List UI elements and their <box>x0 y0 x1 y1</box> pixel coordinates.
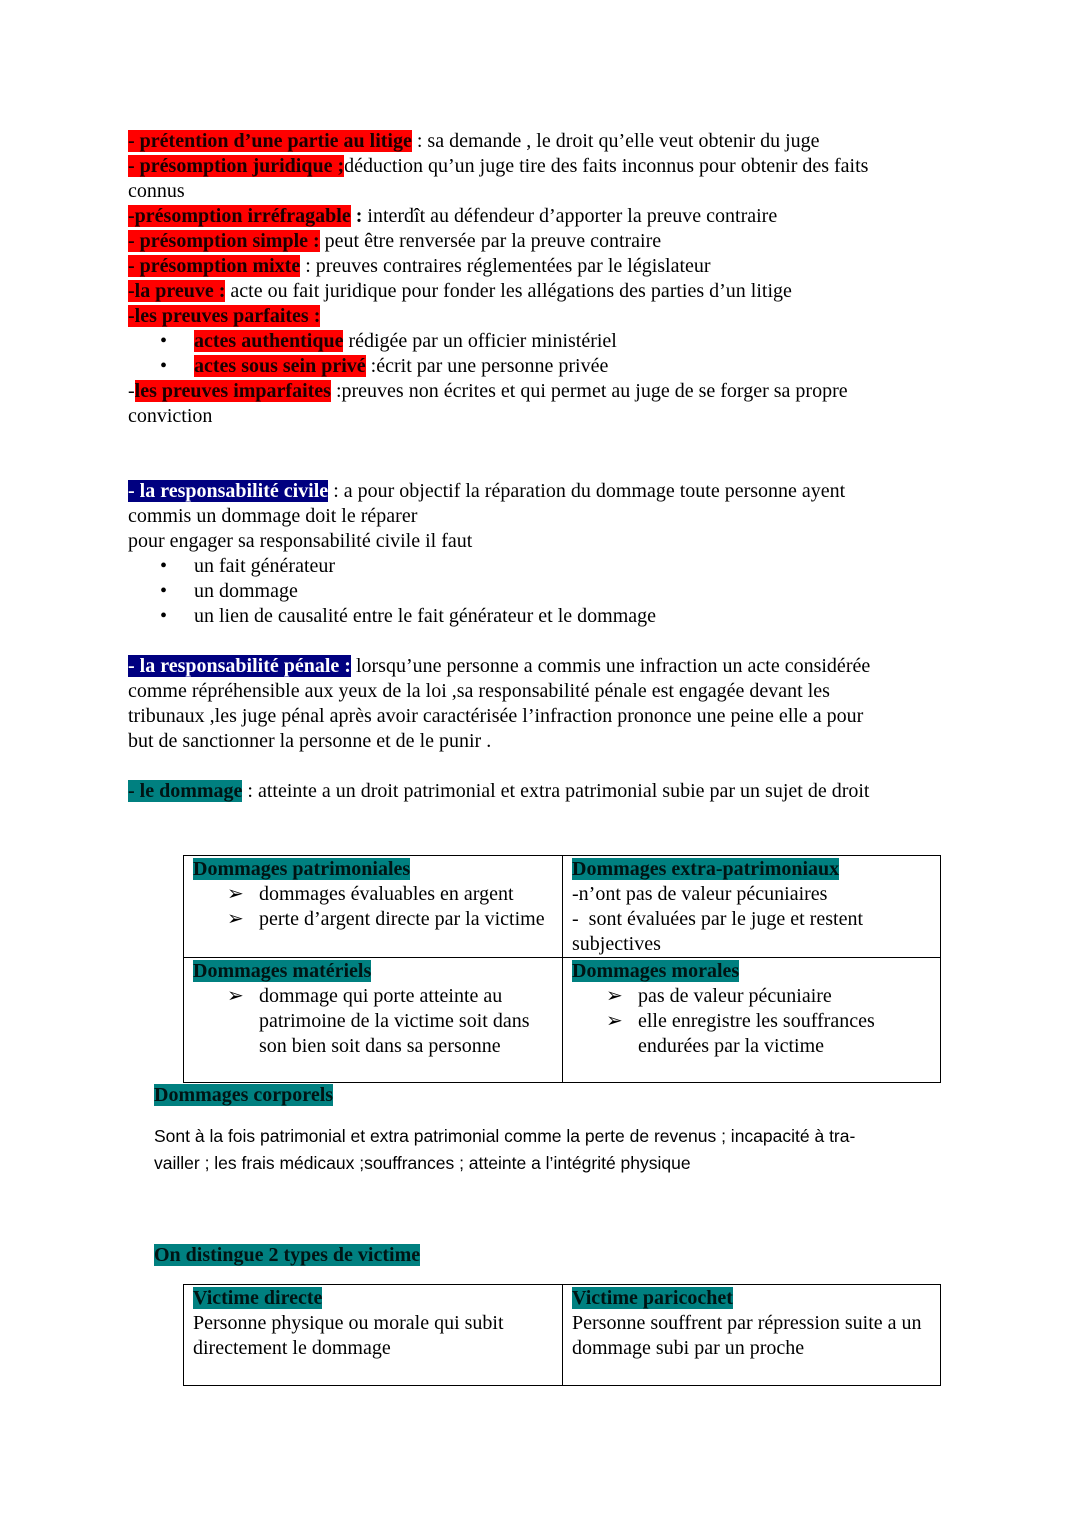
term-highlight: -présomption irréfragable <box>128 205 351 227</box>
cell-material <box>184 958 563 1083</box>
term-highlight: - présomption mixte <box>128 255 301 277</box>
cell-title: Dommages morales <box>572 960 740 982</box>
definition-pretention: - prétention d’une partie au litige : sa demande , le droit qu’elle veut obtenir du juge <box>128 130 820 152</box>
list-item-condition: • un dommage <box>160 580 298 602</box>
bullet-icon: • <box>160 580 168 602</box>
bullet-icon: • <box>160 555 168 577</box>
civil-liability-line: pour engager sa responsabilité civile il faut <box>128 530 473 552</box>
victim-types-table <box>183 1284 941 1386</box>
arrow-bullet-icon: ➢ <box>227 908 244 930</box>
list-item: ➢ dommages évaluables en argent <box>227 883 514 905</box>
penal-liability-line: comme répréhensible aux yeux de la loi ,sa responsabilité pénale est engagée devant les <box>128 680 830 702</box>
bodily-damage-text: vailler ; les frais médicaux ;souffrances ; atteinte a l’intégrité physique <box>154 1153 691 1173</box>
term-highlight: - la responsabilité pénale : <box>128 655 351 677</box>
term-highlight: actes authentique <box>194 330 344 352</box>
cell-title: Dommages matériels <box>193 960 372 982</box>
arrow-bullet-icon: ➢ <box>606 1010 623 1032</box>
victims-heading <box>154 1243 420 1268</box>
list-item: ➢ perte d’argent directe par la victime <box>227 908 545 930</box>
list-item-condition: • un fait générateur <box>160 555 336 577</box>
term-highlight: -les preuves parfaites : <box>128 305 321 327</box>
term-highlight: - prétention d’une partie au litige <box>128 130 412 152</box>
cell-direct-victim: Victime directe Personne physique ou morale qui subit directement le dommage <box>184 1285 563 1386</box>
cell-patrimonial <box>184 856 563 958</box>
term-highlight: - présomption juridique ; <box>128 155 345 177</box>
term-highlight: - présomption simple : <box>128 230 320 252</box>
damage-types-table <box>183 855 941 1083</box>
arrow-bullet-icon: ➢ <box>227 883 244 905</box>
cell-ricochet-victim: Victime paricochet Personne souffrent par répression suite a un dommage subi par un proche <box>563 1285 941 1386</box>
term-highlight: actes sous sein privé <box>194 355 366 377</box>
cell-extra-patrimonial: Dommages extra-patrimoniaux -n’ont pas de valeur pécuniaires - sont évaluées par le juge et restent subjectives <box>563 856 941 958</box>
list-item-actes-authentique: • actes authentique rédigée par un officier ministériel <box>160 330 617 352</box>
damage-definition: - le dommage : atteinte a un droit patrimonial et extra patrimonial subie par un sujet de droit <box>128 780 870 802</box>
definition-presomption-juridique: - présomption juridique ;déduction qu’un juge tire des faits inconnus pour obtenir des faits <box>128 155 869 177</box>
arrow-bullet-icon: ➢ <box>227 985 244 1007</box>
term-highlight: les preuves imparfaites <box>134 380 331 402</box>
definition-preuve: -la preuve : acte ou fait juridique pour fonder les allégations des parties d’un litige <box>128 280 792 302</box>
list-item: ➢ elle enregistre les souffrances endurées par la victime <box>606 1010 875 1057</box>
definition-preuves-parfaites <box>128 304 320 329</box>
bullet-icon: • <box>160 605 168 627</box>
definition-presomption-irrefragable: -présomption irréfragable : interdît au défendeur d’apporter la preuve contraire <box>128 205 778 227</box>
civil-liability-line: commis un dommage doit le réparer <box>128 505 418 527</box>
definition-preuves-imparfaites: -les preuves imparfaites :preuves non écrites et qui permet au juge de se forger sa propre <box>128 380 848 402</box>
penal-liability-line: tribunaux ,les juge pénal après avoir caractérisée l’infraction prononce une peine elle a pour <box>128 705 864 727</box>
list-item-actes-sous-seing-prive: • actes sous sein privé :écrit par une personne privée <box>160 355 609 377</box>
list-item: ➢ pas de valeur pécuniaire <box>606 985 832 1007</box>
cell-title: Dommages patrimoniales <box>193 858 411 880</box>
civil-liability-definition: - la responsabilité civile : a pour objectif la réparation du dommage toute personne ayent <box>128 480 846 502</box>
penal-liability-definition: - la responsabilité pénale : lorsqu’une personne a commis une infraction un acte considérée <box>128 655 871 677</box>
cell-title: Victime directe <box>193 1287 323 1309</box>
cell-title: Dommages extra-patrimoniaux <box>572 858 840 880</box>
bodily-damage-text: Sont à la fois patrimonial et extra patrimonial comme la perte de revenus ; incapacité à tra- <box>154 1126 856 1146</box>
cell-title: Victime paricochet <box>572 1287 733 1309</box>
term-highlight: Dommages corporels <box>154 1084 334 1106</box>
bullet-icon: • <box>160 330 168 352</box>
definition-continuation: connus <box>128 180 185 202</box>
definition-presomption-simple: - présomption simple : peut être renversée par la preuve contraire <box>128 230 662 252</box>
term-highlight: -la preuve : <box>128 280 226 302</box>
arrow-bullet-icon: ➢ <box>606 985 623 1007</box>
penal-liability-line: but de sanctionner la personne et de le punir . <box>128 730 492 752</box>
term-highlight: - la responsabilité civile <box>128 480 329 502</box>
bodily-damage-title <box>154 1083 333 1108</box>
term-highlight: - le dommage <box>128 780 243 802</box>
definition-continuation: conviction <box>128 405 213 427</box>
bullet-icon: • <box>160 355 168 377</box>
term-highlight: On distingue 2 types de victime <box>154 1244 421 1266</box>
cell-moral <box>563 958 941 1083</box>
list-item-condition: • un lien de causalité entre le fait générateur et le dommage <box>160 605 657 627</box>
definition-presomption-mixte: - présomption mixte : preuves contraires réglementées par le législateur <box>128 255 711 277</box>
list-item: ➢ dommage qui porte atteinte au patrimoine de la victime soit dans son bien soit dans sa personne <box>227 985 530 1057</box>
